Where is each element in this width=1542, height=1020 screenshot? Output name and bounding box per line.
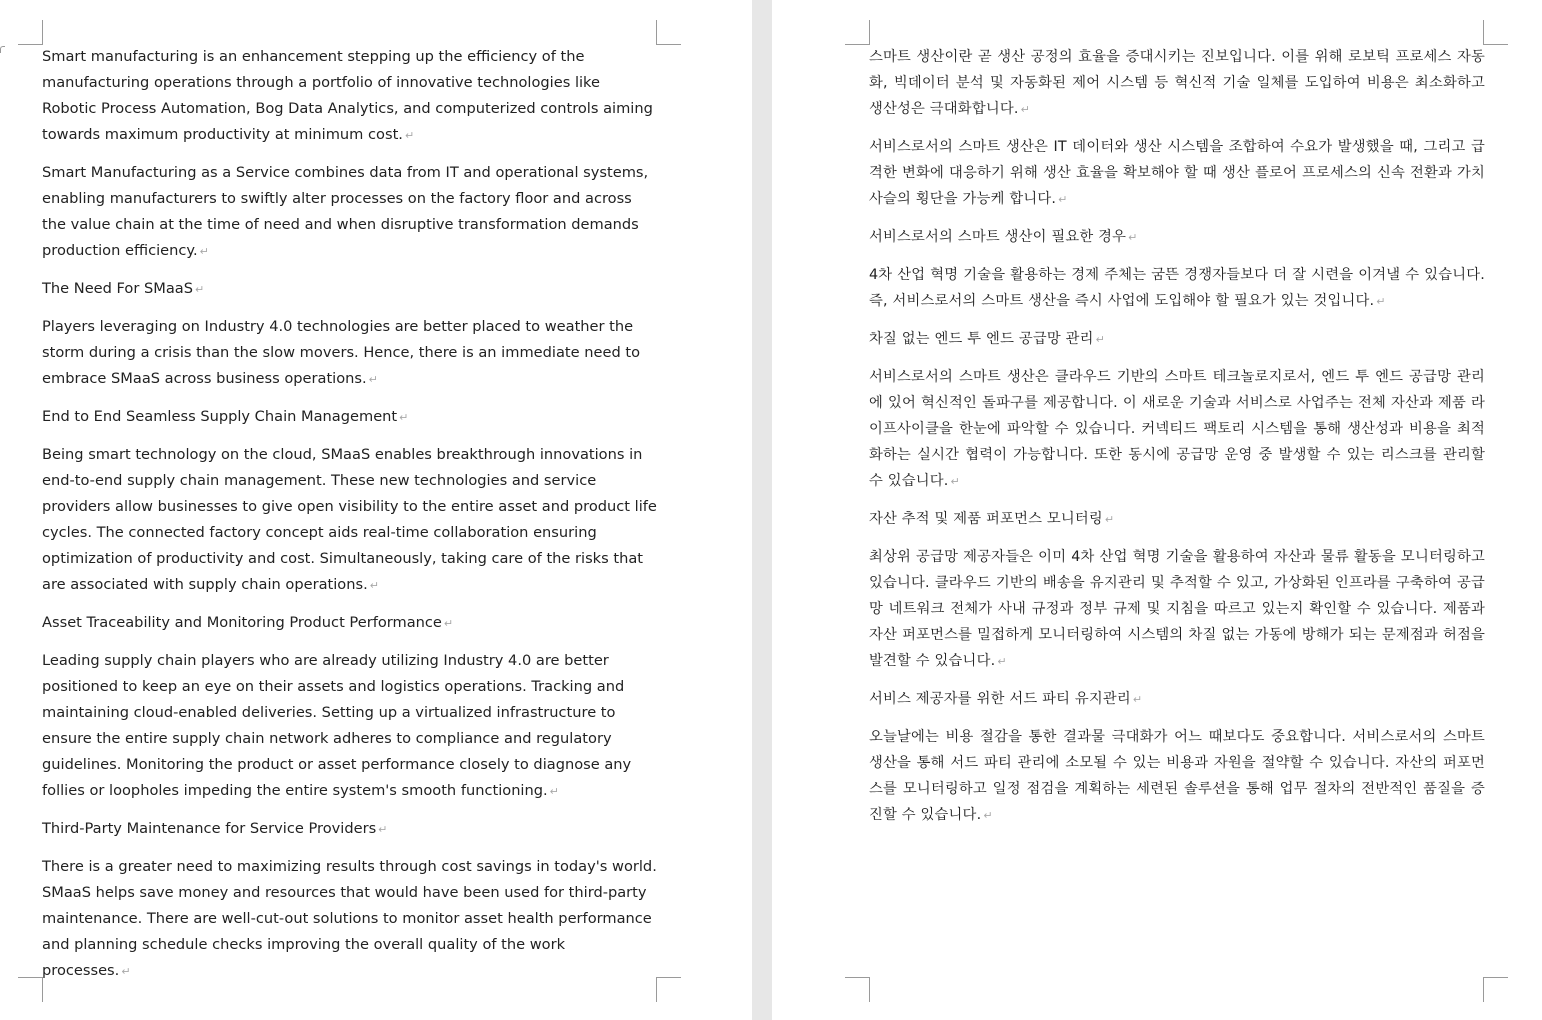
paragraph-intro[interactable]: Smart manufacturing is an enhancement stepping up the efficiency of the manufacturing operations through a portfolio of innovative technologies like Robotic Process Automation, Bog Data Analytics, and computerized controls aiming towards maximum productivity at minimum cost. ↵ bbox=[42, 44, 658, 149]
document-page-left bbox=[0, 0, 752, 1020]
paragraph-supply-chain[interactable]: Being smart technology on the cloud, SMaaS enables breakthrough innovations in end-to-end supply chain management. These new technologies and service providers allow businesses to give open visibility to the entire asset and product life cycles. The connected factory concept aids real-time collaboration ensuring optimization of productivity and cost. Simultaneously, taking care of the risks that are associated with supply chain operations. ↵ bbox=[42, 442, 658, 599]
page-edge-mark bbox=[0, 46, 5, 53]
heading-third-party[interactable]: Third-Party Maintenance for Service Providers ↵ bbox=[42, 816, 658, 843]
paragraph-intro[interactable]: 스마트 생산이란 곧 생산 공정의 효율을 증대시키는 진보입니다. 이를 위해 로보틱 프로세스 자동화, 빅데이터 분석 및 자동화된 제어 시스템 등 혁신적 기술 일체를 도입하여 비용은 최소화하고 생산성은 극대화합니다. ↵ bbox=[869, 44, 1485, 123]
heading-third-party[interactable]: 서비스 제공자를 위한 서드 파티 유지관리 ↵ bbox=[869, 686, 1485, 713]
page-text-area[interactable] bbox=[42, 44, 658, 996]
margin-corner-bottom-right bbox=[656, 977, 681, 1002]
paragraph-supply-chain[interactable]: 서비스로서의 스마트 생산은 클라우드 기반의 스마트 테크놀로지로서, 엔드 투 엔드 공급망 관리에 있어 혁신적인 돌파구를 제공합니다. 이 새로운 기술과 서비스로 사업주는 전체 자산과 제품 라이프사이클을 한눈에 파악할 수 있습니다. 커넥티드 팩토리 시스템을 통해 생산성과 비용을 최적화하는 실시간 협력이 가능합니다. 또한 동시에 공급망 운영 중 발생할 수 있는 리스크를 관리할 수 있습니다. ↵ bbox=[869, 364, 1485, 495]
paragraph-third-party[interactable]: 오늘날에는 비용 절감을 통한 결과물 극대화가 어느 때보다도 중요합니다. 서비스로서의 스마트 생산을 통해 서드 파티 관리에 소모될 수 있는 비용과 자원을 절약할 수 있습니다. 자산의 퍼포먼스를 모니터링하고 일정 점검을 계획하는 세련된 솔루션을 통해 업무 절차의 전반적인 품질을 증진할 수 있습니다. ↵ bbox=[869, 724, 1485, 829]
heading-supply-chain[interactable]: 차질 없는 엔드 투 엔드 공급망 관리 ↵ bbox=[869, 326, 1485, 353]
paragraph-asset-traceability[interactable]: 최상위 공급망 제공자들은 이미 4차 산업 혁명 기술을 활용하여 자산과 물류 활동을 모니터링하고 있습니다. 클라우드 기반의 배송을 유지관리 및 추적할 수 있고, 가상화된 인프라를 구축하여 공급망 네트워크 전체가 사내 규정과 정부 규제 및 지침을 따르고 있는지 확인할 수 있습니다. 제품과 자산 퍼포먼스를 밀접하게 모니터링하여 시스템의 차질 없는 가동에 방해가 되는 문제점과 허점을 발견할 수 있습니다. ↵ bbox=[869, 544, 1485, 675]
margin-corner-top-left bbox=[845, 20, 870, 45]
paragraph-asset-traceability[interactable]: Leading supply chain players who are already utilizing Industry 4.0 are better positioned to keep an eye on their assets and logistics operations. Tracking and maintaining cloud-enabled deliveries. Setting up a virtualized infrastructure to ensure the entire supply chain network adheres to compliance and regulatory guidelines. Monitoring the product or asset performance closely to diagnose any follies or loopholes impeding the entire system's smooth functioning. ↵ bbox=[42, 648, 658, 805]
margin-corner-top-right bbox=[1483, 20, 1508, 45]
paragraph-need-for-smaas[interactable]: 4차 산업 혁명 기술을 활용하는 경제 주체는 굼뜬 경쟁자들보다 더 잘 시련을 이겨낼 수 있습니다. 즉, 서비스로서의 스마트 생산을 즉시 사업에 도입해야 할 필요가 있는 것입니다. ↵ bbox=[869, 262, 1485, 315]
margin-corner-top-right bbox=[656, 20, 681, 45]
heading-asset-traceability[interactable]: 자산 추적 및 제품 퍼포먼스 모니터링 ↵ bbox=[869, 506, 1485, 533]
paragraph-smaas-definition[interactable]: Smart Manufacturing as a Service combines data from IT and operational systems, enabling manufacturers to swiftly alter processes on the factory floor and across the value chain at the time of need and when disruptive transformation demands production efficiency. ↵ bbox=[42, 160, 658, 265]
heading-need-for-smaas[interactable]: The Need For SMaaS ↵ bbox=[42, 276, 658, 303]
paragraph-smaas-definition[interactable]: 서비스로서의 스마트 생산은 IT 데이터와 생산 시스템을 조합하여 수요가 발생했을 때, 그리고 급격한 변화에 대응하기 위해 생산 효율을 확보해야 할 때 생산 플로어 프로세스의 신속 전환과 가치 사슬의 횡단을 가능케 합니다. ↵ bbox=[869, 134, 1485, 213]
margin-corner-bottom-left bbox=[18, 977, 43, 1002]
page-text-area[interactable] bbox=[869, 44, 1485, 840]
paragraph-need-for-smaas[interactable]: Players leveraging on Industry 4.0 technologies are better placed to weather the storm during a crisis than the slow movers. Hence, there is an immediate need to embrace SMaaS across business operations. ↵ bbox=[42, 314, 658, 393]
heading-need-for-smaas[interactable]: 서비스로서의 스마트 생산이 필요한 경우 ↵ bbox=[869, 224, 1485, 251]
margin-corner-top-left bbox=[18, 20, 43, 45]
margin-corner-bottom-left bbox=[845, 977, 870, 1002]
document-page-right bbox=[772, 0, 1542, 1020]
heading-asset-traceability[interactable]: Asset Traceability and Monitoring Product Performance ↵ bbox=[42, 610, 658, 637]
heading-supply-chain[interactable]: End to End Seamless Supply Chain Management ↵ bbox=[42, 404, 658, 431]
paragraph-third-party[interactable]: There is a greater need to maximizing results through cost savings in today's world. SMaaS helps save money and resources that would have been used for third-party maintenance. There are well-cut-out solutions to monitor asset health performance and planning schedule checks improving the overall quality of the work processes. ↵ bbox=[42, 854, 658, 985]
margin-corner-bottom-right bbox=[1483, 977, 1508, 1002]
